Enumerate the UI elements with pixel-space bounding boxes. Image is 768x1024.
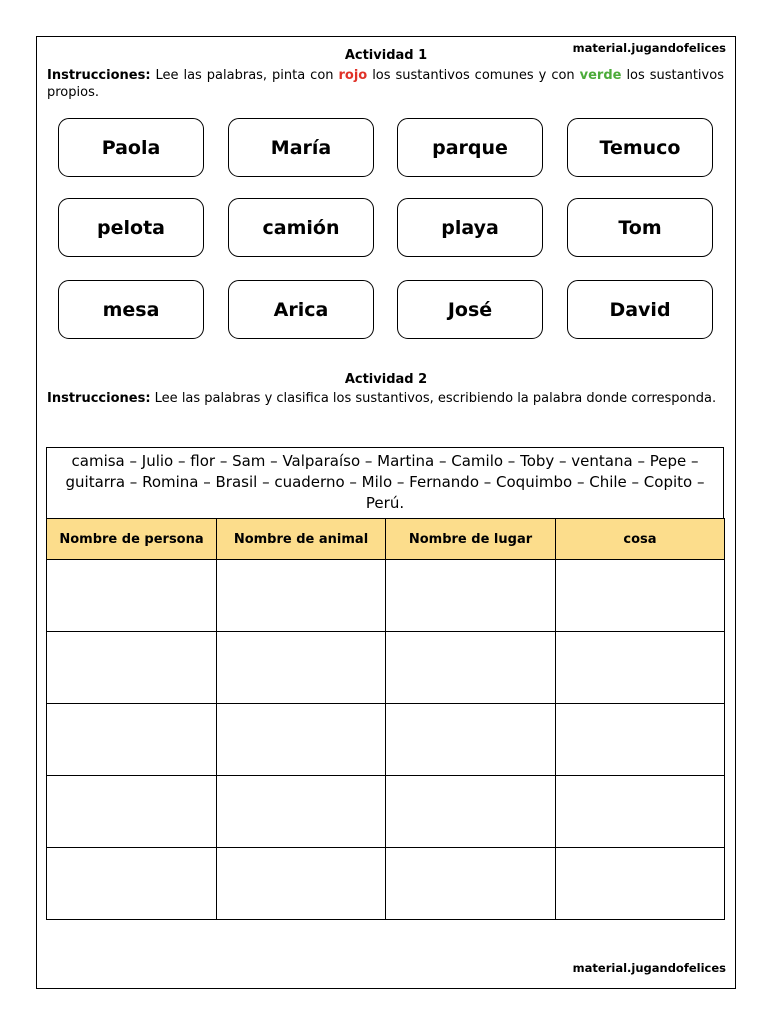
word-bank: camisa – Julio – flor – Sam – Valparaíso – Martina – Camilo – Toby – ventana – Pepe – guitarra – Romina – Brasil – cuaderno – Milo – Fernando – Coquimbo – Chile – Copito – Perú.: [46, 447, 724, 518]
word-box[interactable]: Tom: [567, 198, 713, 257]
word-box[interactable]: Arica: [228, 280, 374, 339]
activity1-instr-label: Instrucciones:: [47, 68, 151, 83]
table-cell[interactable]: [556, 848, 725, 920]
word-box[interactable]: José: [397, 280, 543, 339]
header-cosa: cosa: [556, 519, 725, 560]
header-lugar: Nombre de lugar: [386, 519, 556, 560]
table-cell[interactable]: [217, 848, 386, 920]
green-word: verde: [579, 68, 622, 83]
word-box[interactable]: pelota: [58, 198, 204, 257]
table-row: [47, 560, 725, 632]
word-box[interactable]: Temuco: [567, 118, 713, 177]
red-word: rojo: [338, 68, 368, 83]
activity2-instr-label: Instrucciones:: [47, 391, 151, 406]
table-cell[interactable]: [556, 776, 725, 848]
activity2-instr-text: Lee las palabras y clasifica los sustantivos, escribiendo la palabra donde corresponda.: [154, 391, 717, 406]
activity2-title: Actividad 2: [344, 372, 428, 387]
watermark-bottom: material.jugandofelices: [572, 961, 726, 975]
header-persona: Nombre de persona: [47, 519, 217, 560]
word-box[interactable]: playa: [397, 198, 543, 257]
activity1-instructions: [47, 67, 724, 101]
table-cell[interactable]: [47, 560, 217, 632]
table-row: [47, 704, 725, 776]
table-cell[interactable]: [217, 632, 386, 704]
table-row: [47, 848, 725, 920]
word-box[interactable]: María: [228, 118, 374, 177]
activity1-title: Actividad 1: [344, 48, 428, 63]
table-cell[interactable]: [556, 560, 725, 632]
table-cell[interactable]: [556, 632, 725, 704]
word-box[interactable]: camión: [228, 198, 374, 257]
table-cell[interactable]: [386, 848, 556, 920]
table-row: [47, 632, 725, 704]
table-cell[interactable]: [47, 632, 217, 704]
table-header-row: [47, 519, 725, 560]
table-cell[interactable]: [47, 704, 217, 776]
table-cell[interactable]: [386, 704, 556, 776]
table-cell[interactable]: [386, 632, 556, 704]
table-cell[interactable]: [386, 776, 556, 848]
activity1-instr-part2: los sustantivos comunes y con: [372, 68, 575, 83]
activity1-instr-part1: Lee las palabras, pinta con: [155, 68, 334, 83]
word-box[interactable]: Paola: [58, 118, 204, 177]
activity1-instr-part3: los sustantivos propios.: [47, 68, 724, 100]
watermark-top: material.jugandofelices: [572, 41, 726, 55]
table-cell[interactable]: [217, 704, 386, 776]
table-cell[interactable]: [556, 704, 725, 776]
table-cell[interactable]: [217, 776, 386, 848]
word-box[interactable]: parque: [397, 118, 543, 177]
table-cell[interactable]: [47, 848, 217, 920]
table-row: [47, 776, 725, 848]
activity2-instructions: [47, 390, 724, 407]
table-cell[interactable]: [47, 776, 217, 848]
word-box[interactable]: mesa: [58, 280, 204, 339]
table-cell[interactable]: [217, 560, 386, 632]
classification-table: [46, 518, 725, 920]
word-box[interactable]: David: [567, 280, 713, 339]
table-cell[interactable]: [386, 560, 556, 632]
header-animal: Nombre de animal: [217, 519, 386, 560]
